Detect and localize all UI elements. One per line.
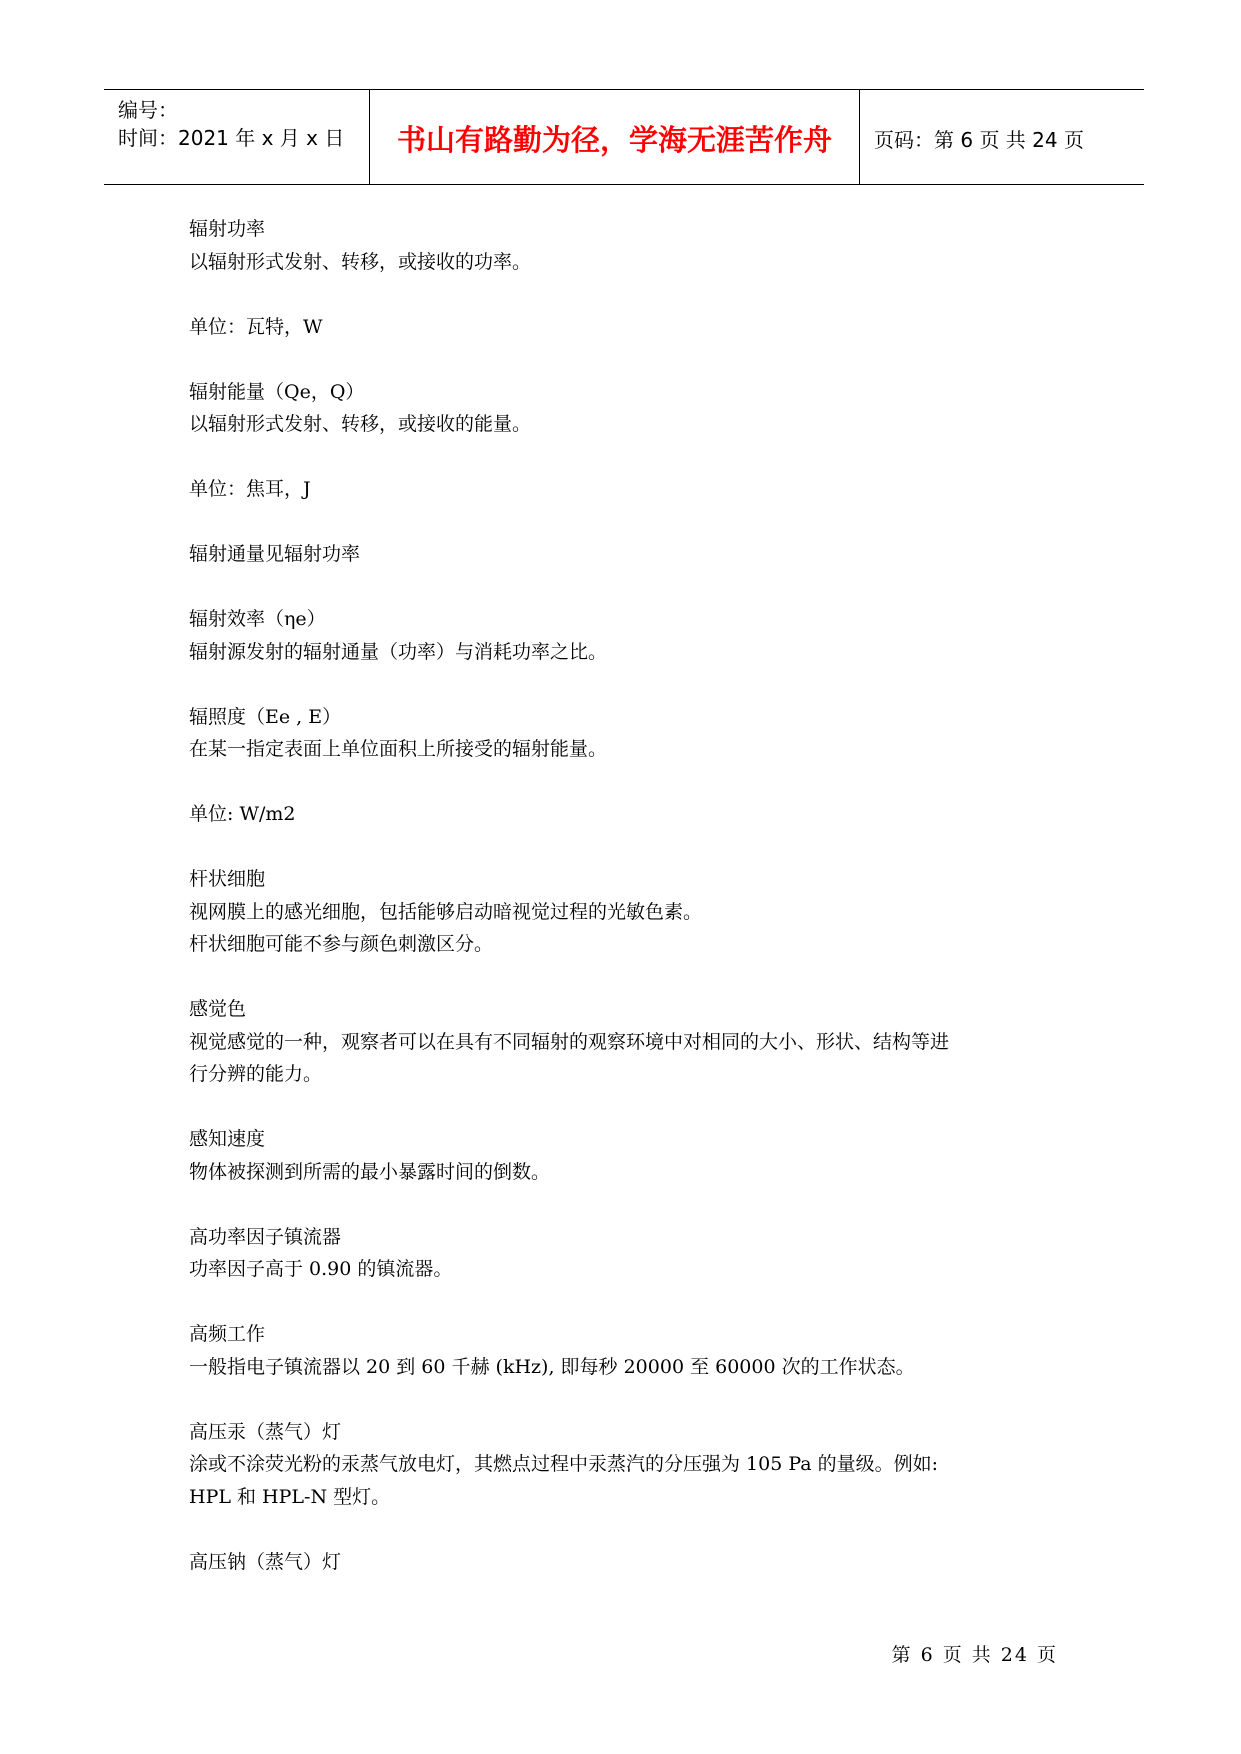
- header-right-cell: [860, 90, 1144, 184]
- spacer: [189, 766, 1069, 799]
- spacer: [189, 1286, 1069, 1319]
- spacer: [189, 1513, 1069, 1546]
- term-entry: [189, 1546, 1069, 1579]
- date-label: 时间：2021 年 x 月 x 日: [118, 126, 345, 150]
- term-entry: [189, 213, 1069, 376]
- term-title: 杆状细胞: [189, 868, 266, 890]
- term-definition: 以辐射形式发射、转移，或接收的能量。: [189, 413, 532, 435]
- term-definition: 视觉感觉的一种，观察者可以在具有不同辐射的观察环境中对相同的大小、形状、结构等进: [189, 1030, 950, 1053]
- motto: 书山有路勤为径，学海无涯苦作舟: [396, 123, 832, 157]
- term-definition: 在某一指定表面上单位面积上所接受的辐射能量。: [189, 738, 608, 760]
- term-definition: 行分辨的能力。: [189, 1063, 323, 1085]
- term-definition: 一般指电子镇流器以 20 到 60 千赫 (kHz), 即每秒 20000 至 60000 次的工作状态。: [189, 1355, 915, 1378]
- term-title: 辐射通量见辐射功率: [189, 543, 361, 565]
- term-definition: 功率因子高于 0.90 的镇流器。: [189, 1258, 453, 1280]
- header-middle-cell: [370, 90, 860, 184]
- spacer: [189, 961, 1069, 994]
- term-definition: 物体被探测到所需的最小暴露时间的倒数。: [189, 1160, 551, 1183]
- spacer: [189, 1091, 1069, 1124]
- serial-number-label: 编号：: [118, 98, 178, 122]
- term-entry: [189, 1416, 1069, 1546]
- term-entry: [189, 1318, 1069, 1416]
- term-definition: 涂或不涂荧光粉的汞蒸气放电灯，其燃点过程中汞蒸汽的分压强为 105 Pa 的量级。例如:: [189, 1453, 939, 1475]
- spacer: [189, 278, 1069, 311]
- term-entry: [189, 993, 1069, 1123]
- term-title: 高功率因子镇流器: [189, 1225, 342, 1248]
- spacer: [189, 343, 1069, 376]
- term-definition: 杆状细胞可能不参与颜色刺激区分。: [189, 933, 494, 955]
- term-entry: [189, 538, 1069, 603]
- term-definition: HPL 和 HPL-N 型灯。: [189, 1485, 391, 1508]
- term-title: 感知速度: [189, 1128, 266, 1150]
- page-code: 页码：第 6 页 共 24 页: [874, 128, 1084, 152]
- term-entry: [189, 376, 1069, 539]
- header-left-cell: [104, 90, 370, 184]
- term-unit: 单位：焦耳，J: [189, 478, 311, 500]
- page-footer: 第 6 页 共 24 页: [891, 1644, 1058, 1666]
- spacer: [189, 668, 1069, 701]
- term-entry: [189, 603, 1069, 701]
- spacer: [189, 506, 1069, 539]
- term-title: 高压钠（蒸气）灯: [189, 1550, 342, 1573]
- term-title: 辐照度（Ee , E）: [189, 705, 342, 728]
- term-title: 辐射功率: [189, 218, 266, 240]
- header-table: [104, 89, 1144, 185]
- term-entry: [189, 1221, 1069, 1319]
- spacer: [189, 1188, 1069, 1221]
- term-definition: 视网膜上的感光细胞，包括能够启动暗视觉过程的光敏色素。: [189, 900, 703, 923]
- term-entry: [189, 1123, 1069, 1221]
- term-title: 辐射效率（ηe）: [189, 608, 326, 630]
- spacer: [189, 1383, 1069, 1416]
- term-entry: [189, 701, 1069, 864]
- term-title: 高频工作: [189, 1323, 266, 1345]
- spacer: [189, 441, 1069, 474]
- term-unit: 单位：瓦特，W: [189, 315, 323, 338]
- term-entry: [189, 863, 1069, 993]
- spacer: [189, 831, 1069, 864]
- term-definition: 辐射源发射的辐射通量（功率）与消耗功率之比。: [189, 640, 608, 663]
- term-title: 高压汞（蒸气）灯: [189, 1420, 342, 1443]
- term-title: 感觉色: [189, 998, 247, 1020]
- term-unit: 单位: W/m2: [189, 803, 296, 825]
- spacer: [189, 571, 1069, 604]
- document-body: [189, 213, 1069, 1578]
- term-definition: 以辐射形式发射、转移，或接收的功率。: [189, 250, 532, 273]
- term-title: 辐射能量（Qe，Q）: [189, 380, 365, 403]
